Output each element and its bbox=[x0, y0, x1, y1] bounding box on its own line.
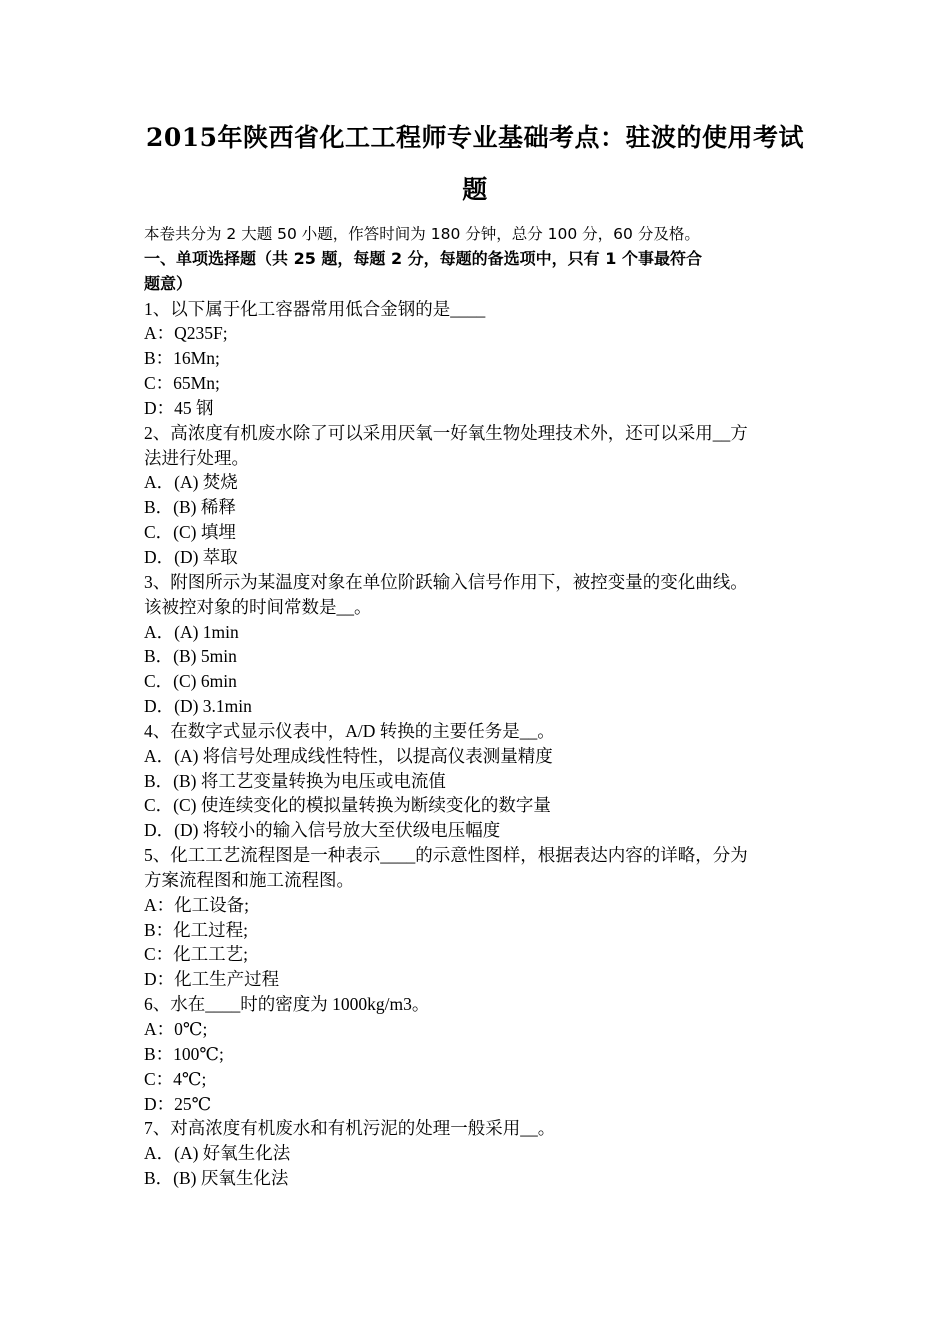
question-block bbox=[144, 570, 814, 719]
answer-option: A．(A) 焚烧 bbox=[144, 472, 238, 493]
question-block bbox=[144, 719, 814, 843]
question-block bbox=[144, 843, 814, 992]
document-title-line2: 题 bbox=[462, 175, 488, 204]
question-stem: 1、以下属于化工容器常用低合金钢的是____ bbox=[144, 298, 486, 319]
answer-option: B：16Mn; bbox=[144, 348, 220, 369]
answer-option: B：100℃; bbox=[144, 1043, 224, 1064]
question-block bbox=[144, 297, 814, 421]
question-stem: 方案流程图和施工流程图。 bbox=[144, 869, 354, 890]
question-stem: 7、对高浓度有机废水和有机污泥的处理一般采用__。 bbox=[144, 1118, 556, 1139]
answer-option: B．(B) 厌氧生化法 bbox=[144, 1168, 289, 1189]
answer-option: D．(D) 将较小的输入信号放大至伏级电压幅度 bbox=[144, 820, 501, 841]
question-block bbox=[144, 1116, 814, 1191]
answer-option: A：Q235F; bbox=[144, 323, 228, 344]
answer-option: C：化工工艺; bbox=[144, 944, 249, 965]
question-block bbox=[144, 421, 814, 570]
answer-option: C：65Mn; bbox=[144, 373, 220, 394]
answer-option: D：45 钢 bbox=[144, 397, 214, 418]
answer-option: C．(C) 填埋 bbox=[144, 522, 236, 543]
answer-option: D．(D) 3.1min bbox=[144, 696, 252, 717]
answer-option: B．(B) 5min bbox=[144, 646, 237, 667]
section-heading-line1: 一、单项选择题（共 25 题，每题 2 分，每题的备选项中，只有 1 个事最符合 bbox=[144, 248, 702, 268]
exam-info: 本卷共分为 2 大题 50 小题，作答时间为 180 分钟，总分 100 分，60 分及格。 bbox=[144, 225, 700, 243]
answer-option: D：化工生产过程 bbox=[144, 969, 280, 990]
answer-option: A：0℃; bbox=[144, 1019, 208, 1039]
answer-option: B．(B) 将工艺变量转换为电压或电流值 bbox=[144, 770, 446, 791]
answer-option: C．(C) 使连续变化的模拟量转换为断续变化的数字量 bbox=[144, 795, 551, 816]
question-list bbox=[144, 297, 814, 1191]
answer-option: A．(A) 好氧生化法 bbox=[144, 1143, 291, 1164]
answer-option: B．(B) 稀释 bbox=[144, 497, 236, 518]
question-stem: 5、化工工艺流程图是一种表示____的示意性图样，根据表达内容的详略，分为 bbox=[144, 845, 748, 866]
answer-option: D：25℃ bbox=[144, 1093, 212, 1114]
document-title-line1: 2015年陕西省化工工程师专业基础考点：驻波的使用考试 bbox=[145, 123, 805, 152]
question-stem: 2、高浓度有机废水除了可以采用厌氧一好氧生物处理技术外，还可以采用__方 bbox=[144, 422, 748, 443]
question-stem: 6、水在____时的密度为 1000kg/m3。 bbox=[144, 994, 430, 1015]
answer-option: B：化工过程; bbox=[144, 919, 249, 940]
question-stem: 法进行处理。 bbox=[144, 447, 249, 468]
answer-option: A．(A) 将信号处理成线性特性，以提高仪表测量精度 bbox=[144, 745, 553, 766]
answer-option: A：化工设备; bbox=[144, 894, 249, 915]
answer-option: A．(A) 1min bbox=[144, 621, 239, 642]
answer-option: D．(D) 萃取 bbox=[144, 546, 238, 567]
question-stem: 3、附图所示为某温度对象在单位阶跃输入信号作用下，被控变量的变化曲线。 bbox=[144, 571, 748, 592]
question-stem: 4、在数字式显示仪表中，A/D 转换的主要任务是__。 bbox=[144, 720, 555, 741]
answer-option: C．(C) 6min bbox=[144, 671, 237, 692]
question-block bbox=[144, 992, 814, 1116]
document-body bbox=[144, 222, 814, 1191]
answer-option: C：4℃; bbox=[144, 1068, 207, 1089]
question-stem: 该被控对象的时间常数是__。 bbox=[144, 596, 372, 617]
section-heading-line2: 题意） bbox=[144, 273, 193, 293]
